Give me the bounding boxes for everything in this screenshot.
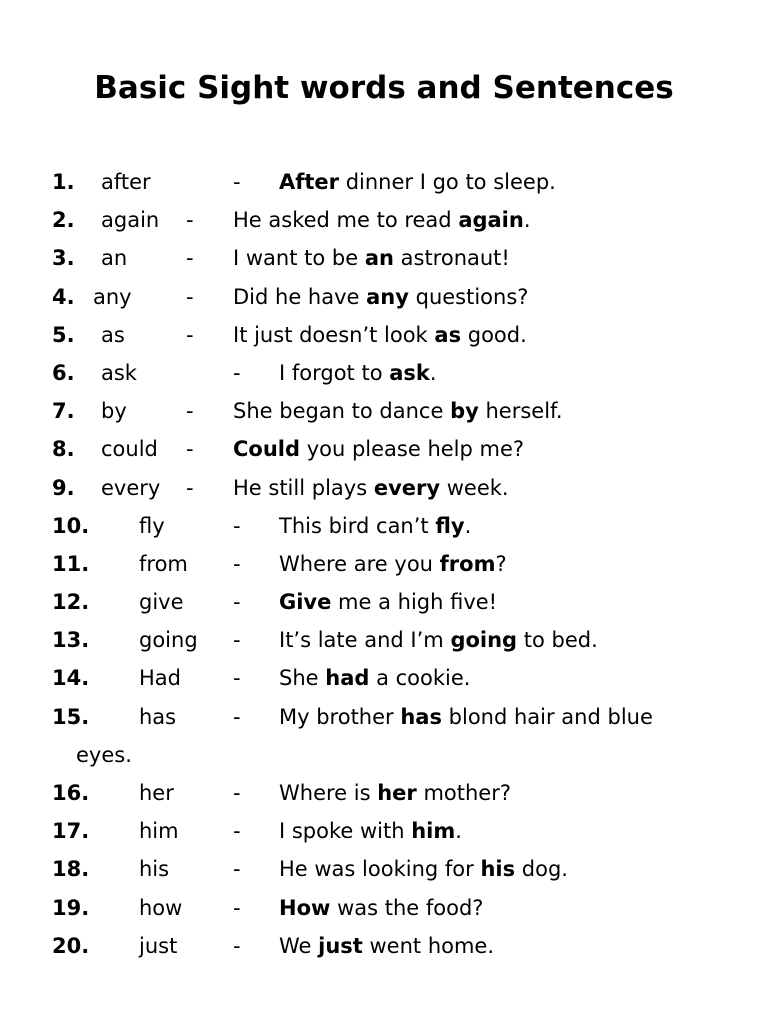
sight-word-highlight: as bbox=[434, 322, 462, 347]
sentence-text: questions? bbox=[408, 284, 529, 309]
separator-dash: - bbox=[233, 781, 241, 806]
separator-dash: - bbox=[186, 437, 194, 462]
sentence-text: He was looking for bbox=[279, 857, 481, 882]
example-sentence bbox=[233, 278, 528, 316]
sight-word-highlight: just bbox=[318, 933, 363, 958]
example-sentence bbox=[279, 507, 471, 545]
separator-dash: - bbox=[233, 170, 241, 194]
list-item bbox=[0, 430, 768, 468]
sight-word: ask bbox=[101, 360, 137, 385]
item-number: 4. bbox=[52, 284, 75, 309]
sight-word: has bbox=[139, 704, 177, 729]
example-sentence bbox=[233, 201, 531, 239]
separator-dash: - bbox=[233, 360, 241, 385]
sentence-text: . bbox=[455, 819, 462, 844]
list-item bbox=[0, 850, 768, 888]
list-item bbox=[0, 927, 768, 965]
sight-word: her bbox=[139, 781, 174, 806]
sight-word: him bbox=[139, 819, 179, 844]
separator-dash: - bbox=[233, 628, 241, 653]
sight-word: any bbox=[93, 284, 132, 309]
item-number: 5. bbox=[52, 322, 75, 347]
sentence-text: I want to be bbox=[233, 246, 365, 271]
sight-word-highlight: an bbox=[364, 246, 394, 271]
sight-word: fly bbox=[139, 513, 165, 538]
sentence-text: Where is bbox=[279, 781, 378, 806]
sentence-text: He still plays bbox=[233, 475, 374, 500]
sentence-text: I forgot to bbox=[279, 360, 390, 385]
sight-word: could bbox=[101, 437, 158, 462]
sentence-text: . bbox=[429, 360, 437, 385]
example-sentence bbox=[279, 927, 494, 965]
example-sentence bbox=[233, 392, 563, 430]
sight-word-highlight: Could bbox=[233, 437, 301, 462]
example-sentence bbox=[233, 239, 510, 277]
separator-dash: - bbox=[186, 322, 194, 347]
sight-word-list bbox=[0, 163, 768, 965]
item-number: 3. bbox=[52, 246, 75, 271]
sentence-text: He asked me to read bbox=[233, 208, 459, 233]
sentence-text: dinner I go to sleep. bbox=[339, 170, 556, 194]
separator-dash: - bbox=[233, 704, 241, 729]
example-sentence bbox=[279, 163, 556, 201]
page-title: Basic Sight words and Sentences bbox=[94, 70, 674, 106]
sight-word: give bbox=[139, 590, 184, 615]
separator-dash: - bbox=[186, 399, 194, 424]
item-number: 16. bbox=[52, 781, 90, 806]
sentence-text: me a high five! bbox=[331, 590, 498, 615]
sight-word: just bbox=[139, 933, 178, 958]
sentence-text: blond hair and blue bbox=[441, 704, 653, 729]
item-number: 2. bbox=[52, 208, 75, 233]
sentence-text: was the food? bbox=[330, 895, 484, 920]
sentence-text: went home. bbox=[362, 933, 495, 958]
item-number: 18. bbox=[52, 857, 90, 882]
item-number: 10. bbox=[52, 513, 90, 538]
list-item bbox=[0, 774, 768, 812]
sentence-text: Did he have bbox=[233, 284, 367, 309]
item-number: 9. bbox=[52, 475, 75, 500]
sentence-text: . bbox=[464, 513, 472, 538]
sentence-text: It just doesn’t look bbox=[233, 322, 435, 347]
list-item bbox=[0, 239, 768, 277]
example-sentence bbox=[279, 850, 568, 888]
sight-word-highlight: every bbox=[373, 475, 441, 500]
example-sentence bbox=[279, 889, 483, 927]
separator-dash: - bbox=[186, 475, 194, 500]
separator-dash: - bbox=[186, 246, 194, 271]
list-item bbox=[0, 812, 768, 850]
item-number: 7. bbox=[52, 399, 75, 424]
sentence-text: herself. bbox=[478, 399, 563, 424]
example-sentence bbox=[279, 659, 470, 697]
sight-word: by bbox=[101, 399, 127, 424]
example-sentence bbox=[279, 698, 653, 736]
sight-word-highlight: Give bbox=[279, 590, 332, 615]
list-item bbox=[0, 316, 768, 354]
item-number: 17. bbox=[52, 819, 90, 844]
sight-word: as bbox=[101, 322, 125, 347]
item-number: 11. bbox=[52, 551, 90, 576]
sentence-text: astronaut! bbox=[393, 246, 510, 271]
sight-word-highlight: her bbox=[377, 781, 417, 806]
sight-word-highlight: any bbox=[366, 284, 409, 309]
separator-dash: - bbox=[233, 666, 241, 691]
list-item bbox=[0, 201, 768, 239]
sentence-text: week. bbox=[440, 475, 509, 500]
list-item bbox=[0, 583, 768, 621]
sight-word: going bbox=[139, 628, 198, 653]
sentence-text: This bird can’t bbox=[279, 513, 436, 538]
separator-dash: - bbox=[233, 933, 241, 958]
sight-word-highlight: fly bbox=[435, 513, 465, 538]
example-sentence bbox=[279, 621, 598, 659]
sentence-text: She began to dance bbox=[233, 399, 451, 424]
example-sentence bbox=[233, 469, 509, 507]
sight-word: Had bbox=[139, 666, 181, 691]
sentence-text: you please help me? bbox=[300, 437, 525, 462]
sentence-text: We bbox=[279, 933, 319, 958]
list-item bbox=[0, 889, 768, 927]
sight-word: again bbox=[101, 208, 160, 233]
list-item bbox=[0, 278, 768, 316]
list-item bbox=[0, 163, 768, 201]
list-item bbox=[0, 698, 768, 774]
sight-word: from bbox=[139, 551, 188, 576]
sight-word-highlight: had bbox=[325, 666, 370, 691]
sight-word-highlight: has bbox=[400, 704, 442, 729]
sight-word-highlight: again bbox=[458, 208, 524, 233]
sight-word-highlight: How bbox=[279, 895, 331, 920]
list-item bbox=[0, 621, 768, 659]
sight-word: how bbox=[139, 895, 183, 920]
sentence-text: . bbox=[523, 208, 531, 233]
example-sentence bbox=[279, 583, 497, 621]
separator-dash: - bbox=[186, 284, 194, 309]
separator-dash: - bbox=[233, 590, 241, 615]
sentence-text: good. bbox=[461, 322, 527, 347]
separator-dash: - bbox=[233, 857, 241, 882]
separator-dash: - bbox=[233, 551, 241, 576]
sentence-text: It’s late and I’m bbox=[279, 628, 451, 653]
sight-word-highlight: going bbox=[450, 628, 518, 653]
sight-word-highlight: his bbox=[480, 857, 516, 882]
sight-word-highlight: After bbox=[279, 170, 340, 194]
sight-word: an bbox=[101, 246, 128, 271]
sight-word-highlight: ask bbox=[389, 360, 430, 385]
separator-dash: - bbox=[233, 513, 241, 538]
item-number: 13. bbox=[52, 628, 90, 653]
sentence-text: My brother bbox=[279, 704, 401, 729]
sight-word: after bbox=[101, 170, 151, 194]
sentence-text: dog. bbox=[515, 857, 568, 882]
sentence-continuation: eyes. bbox=[76, 742, 132, 767]
sight-word-highlight: from bbox=[439, 551, 496, 576]
separator-dash: - bbox=[233, 895, 241, 920]
sight-word-highlight: him bbox=[411, 819, 456, 844]
sentence-text: a cookie. bbox=[369, 666, 471, 691]
example-sentence bbox=[279, 545, 507, 583]
list-item bbox=[0, 469, 768, 507]
list-item bbox=[0, 392, 768, 430]
separator-dash: - bbox=[186, 208, 194, 233]
sentence-text: ? bbox=[495, 551, 507, 576]
list-item bbox=[0, 545, 768, 583]
example-sentence bbox=[233, 430, 524, 468]
item-number: 14. bbox=[52, 666, 90, 691]
item-number: 19. bbox=[52, 895, 90, 920]
example-sentence bbox=[279, 774, 511, 812]
example-sentence bbox=[279, 354, 437, 392]
sentence-text: I spoke with bbox=[279, 819, 412, 844]
sight-word: his bbox=[139, 857, 170, 882]
sentence-text: She bbox=[279, 666, 326, 691]
item-number: 6. bbox=[52, 360, 75, 385]
sight-word-highlight: by bbox=[450, 399, 479, 424]
item-number: 8. bbox=[52, 437, 75, 462]
example-sentence bbox=[233, 316, 527, 354]
list-item bbox=[0, 507, 768, 545]
sight-word: every bbox=[101, 475, 161, 500]
example-sentence bbox=[279, 812, 462, 850]
list-item bbox=[0, 354, 768, 392]
item-number: 15. bbox=[52, 704, 90, 729]
separator-dash: - bbox=[233, 819, 241, 844]
list-item bbox=[0, 659, 768, 697]
sentence-text: mother? bbox=[416, 781, 512, 806]
sentence-text: Where are you bbox=[279, 551, 440, 576]
item-number: 12. bbox=[52, 590, 90, 615]
item-number: 1. bbox=[52, 170, 75, 194]
sentence-text: to bed. bbox=[517, 628, 598, 653]
item-number: 20. bbox=[52, 933, 90, 958]
